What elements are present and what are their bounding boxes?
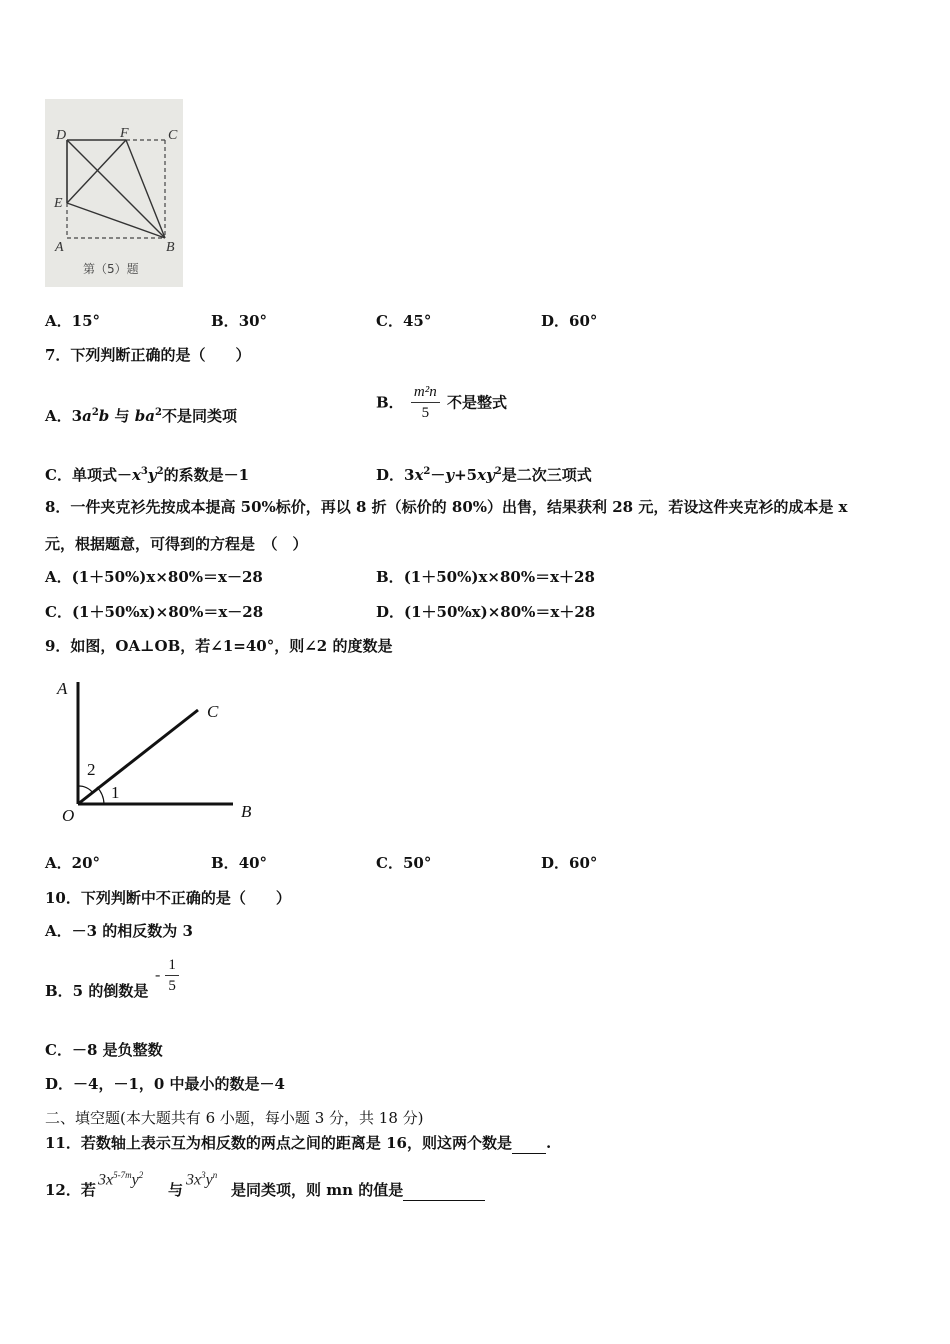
q9-label-b: B bbox=[241, 802, 252, 821]
q6-label-a: A bbox=[55, 240, 64, 255]
q6-label-f: F bbox=[120, 126, 129, 141]
q9-angle-1-label: 1 bbox=[111, 783, 120, 802]
section-heading: 二、填空题(本大题共有 6 小题，每小题 3 分，共 18 分) bbox=[45, 1109, 424, 1127]
q6-caption: 第（5）题 bbox=[83, 262, 139, 276]
q12-term-1: $3x^{5-7m}y^2$ bbox=[98, 1170, 144, 1189]
q6-option-a: A．15° bbox=[45, 312, 101, 330]
q8-stem-line2: 元，根据题意，可得到的方程是 （ ） bbox=[45, 535, 308, 553]
q6-option-c: C．45° bbox=[376, 312, 432, 330]
q8-option-c: C．(1＋50%x)×80%＝x－28 bbox=[45, 603, 264, 621]
q9-label-c: C bbox=[207, 702, 219, 721]
q12-answer-blank[interactable] bbox=[403, 1180, 485, 1201]
q9-stem: 9．如图，OA⊥OB，若∠1=40°，则∠2 的度数是 bbox=[45, 637, 393, 655]
q9-angle-2-label: 2 bbox=[87, 760, 96, 779]
q7-option-d: D．$3x^2-y+5xy^2$是二次三项式 bbox=[376, 466, 592, 484]
q8-option-d: D．(1＋50%x)×80%＝x＋28 bbox=[376, 603, 596, 621]
q9-option-d: D．60° bbox=[541, 854, 598, 872]
q10-option-a: A．－3 的相反数为 3 bbox=[45, 922, 193, 940]
q6-label-b: B bbox=[166, 240, 175, 255]
q12-suffix: 是同类项，则 mn 的值是 bbox=[231, 1180, 485, 1201]
q6-label-e: E bbox=[54, 196, 63, 211]
q7-b-fraction: $\frac{\text{m²n}}{5}$ bbox=[411, 384, 440, 421]
q6-figure bbox=[45, 99, 183, 287]
q9-option-c: C．50° bbox=[376, 854, 432, 872]
q12-mid: 与 bbox=[168, 1181, 184, 1199]
q11-answer-blank[interactable] bbox=[512, 1133, 546, 1154]
q10-option-d: D．－4，－1，0 中最小的数是－4 bbox=[45, 1075, 285, 1093]
q6-label-c: C bbox=[168, 128, 178, 143]
q12-term-2: $3x^3y^n$ bbox=[186, 1170, 218, 1189]
q12-prefix: 12．若 bbox=[45, 1181, 96, 1199]
q7-option-c: C．单项式$-x^3y^2$的系数是－1 bbox=[45, 466, 250, 484]
q9-label-o: O bbox=[62, 806, 75, 825]
q6-label-d: D bbox=[56, 128, 67, 143]
q11: 11．若数轴上表示互为相反数的两点之间的距离是 16，则这两个数是 . bbox=[45, 1134, 552, 1152]
q6-diagram bbox=[45, 99, 183, 287]
q6-option-d: D．60° bbox=[541, 312, 598, 330]
q10-option-b: B．5 的倒数是 bbox=[45, 982, 149, 1000]
q8-stem-line1: 8．一件夹克衫先按成本提高 50%标价，再以 8 折（标价的 80%）出售，结果获利 28 元，若设这件夹克衫的成本是 x bbox=[45, 498, 848, 516]
q10-b-value: - $\frac{1}{5}$ bbox=[155, 957, 179, 994]
q7-stem: 7．下列判断正确的是（ ） bbox=[45, 346, 251, 364]
q9-option-a: A．20° bbox=[45, 854, 101, 872]
q10-stem: 10．下列判断中不正确的是（ ） bbox=[45, 889, 291, 907]
q10-b-fraction: $\frac{1}{5}$ bbox=[165, 957, 179, 994]
q8-option-a: A．(1＋50%)x×80%＝x－28 bbox=[45, 568, 263, 586]
q7-option-a: A．$3a^2b$ 与 $ba^2$不是同类项 bbox=[45, 407, 237, 425]
q6-option-b: B．30° bbox=[211, 312, 268, 330]
q10-option-c: C．－8 是负整数 bbox=[45, 1041, 163, 1059]
q9-label-a: A bbox=[57, 679, 68, 698]
q9-option-b: B．40° bbox=[211, 854, 268, 872]
q9-figure bbox=[45, 670, 275, 830]
q8-option-b: B．(1＋50%)x×80%＝x＋28 bbox=[376, 568, 595, 586]
q7-option-b: B． $\frac{\text{m²n}}{5}$ 不是整式 bbox=[376, 384, 508, 421]
